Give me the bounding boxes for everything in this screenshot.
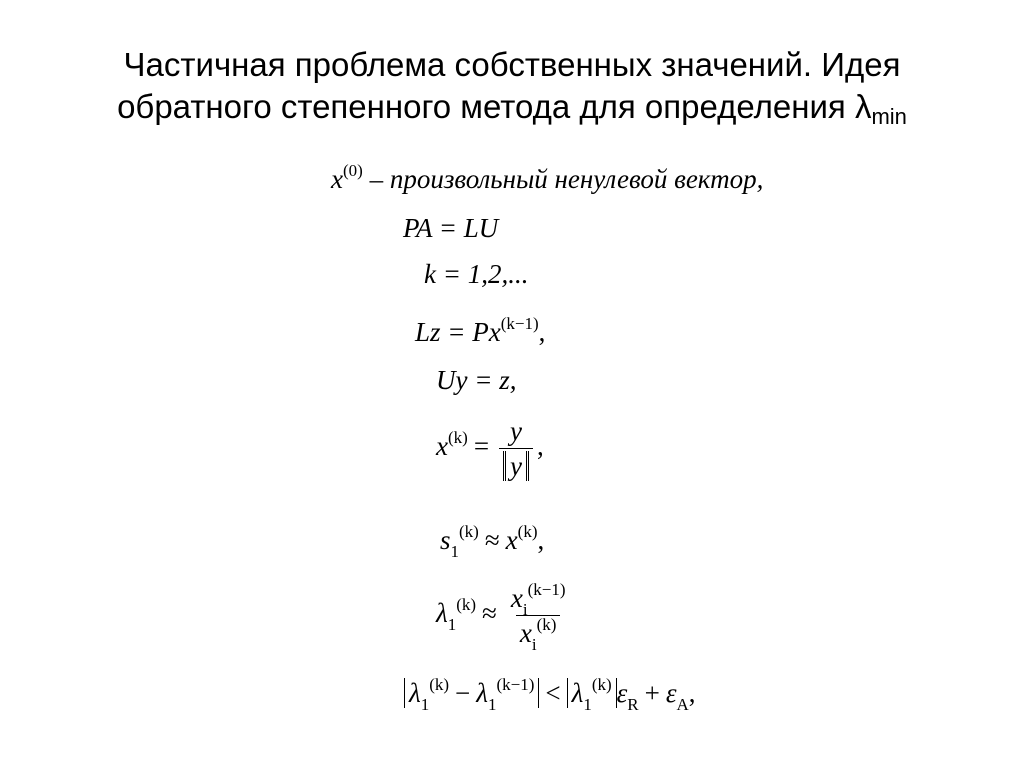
f8-den-sub: i <box>531 635 537 654</box>
f8-approx: ≈ <box>482 598 497 629</box>
title-line-1: Частичная проблема собственных значений. Идея <box>123 46 901 83</box>
f6-norm: y <box>503 451 529 481</box>
formula-eigenvector-approx <box>440 522 545 561</box>
f4-tail: , <box>538 317 546 347</box>
f8-sub: 1 <box>447 615 457 635</box>
f9-abs-diff <box>404 675 539 714</box>
f2-text: PA = LU <box>403 213 499 243</box>
f8-fraction <box>507 580 570 654</box>
slide-title <box>0 44 1024 128</box>
f5-text: Uy = z, <box>436 365 517 395</box>
formula-uy <box>436 367 516 394</box>
f9-l2-sub: 1 <box>487 695 497 714</box>
f9-l1-sub: 1 <box>420 695 430 714</box>
f8-num-sub: i <box>522 600 528 619</box>
f1-sup: (0) <box>342 161 363 180</box>
f9-plus: + <box>644 678 660 708</box>
formula-eigenvalue-approx <box>436 580 574 654</box>
f9-l3: λ <box>571 678 584 708</box>
f9-eps1-sub: R <box>627 695 639 714</box>
f6-denominator <box>499 448 533 480</box>
f9-minus: − <box>455 678 471 708</box>
formula-k-range <box>424 261 528 288</box>
f6-fraction <box>499 418 533 480</box>
f6-numerator: y <box>510 416 523 446</box>
f7-sub: 1 <box>450 542 460 561</box>
f7-sup: (k) <box>459 522 479 541</box>
f8-den-sup: (k) <box>536 615 557 634</box>
title-subscript-min: min <box>871 104 907 129</box>
f7-tail: , <box>537 525 545 555</box>
formula-lz <box>415 314 546 347</box>
f6-sup: (k) <box>447 428 468 448</box>
f6-tail: , <box>537 431 544 462</box>
formula-normalize <box>436 418 544 480</box>
f9-l1: λ <box>409 678 421 708</box>
f9-eps2: ε <box>665 678 677 708</box>
f8-sup: (k) <box>456 595 477 615</box>
f8-numerator <box>507 580 570 619</box>
f3-text: k = 1,2,... <box>424 259 529 289</box>
formula-plu <box>403 215 498 242</box>
f8-den-var: x <box>519 618 532 648</box>
f9-l2: λ <box>476 678 488 708</box>
f9-l2-sup: (k−1) <box>496 675 535 694</box>
f9-lt: < <box>545 678 561 708</box>
f7-s: s <box>440 525 451 555</box>
f7-x: x <box>505 525 518 555</box>
formula-stopping-criterion <box>404 675 696 714</box>
f8-num-var: x <box>510 583 523 613</box>
f9-l3-sub: 1 <box>583 695 592 714</box>
title-line-2-text: обратного степенного метода для определения λ <box>117 88 872 125</box>
f1-var: x <box>331 164 343 194</box>
f1-text: – произвольный ненулевой вектор, <box>362 164 764 194</box>
f7-xsup: (k) <box>517 522 538 541</box>
f9-eps1: ε <box>616 678 628 708</box>
f9-l1-sup: (k) <box>429 675 450 694</box>
title-line-2 <box>0 86 1024 128</box>
f4-sup: (k−1) <box>500 314 539 333</box>
f9-tail: , <box>688 678 696 708</box>
f4-lhs: Lz = Px <box>415 317 501 347</box>
f8-denominator <box>516 615 561 654</box>
formula-initial-vector <box>331 161 764 194</box>
f8-num-sup: (k−1) <box>527 580 566 599</box>
f9-abs-lambda <box>567 675 617 714</box>
f9-eps2-sub: A <box>676 695 689 714</box>
f6-eq: = <box>473 431 490 462</box>
f6-var: x <box>436 431 448 462</box>
f8-lambda: λ <box>436 598 448 629</box>
f9-l3-sup: (k) <box>591 675 612 694</box>
f7-approx: ≈ <box>484 525 500 555</box>
